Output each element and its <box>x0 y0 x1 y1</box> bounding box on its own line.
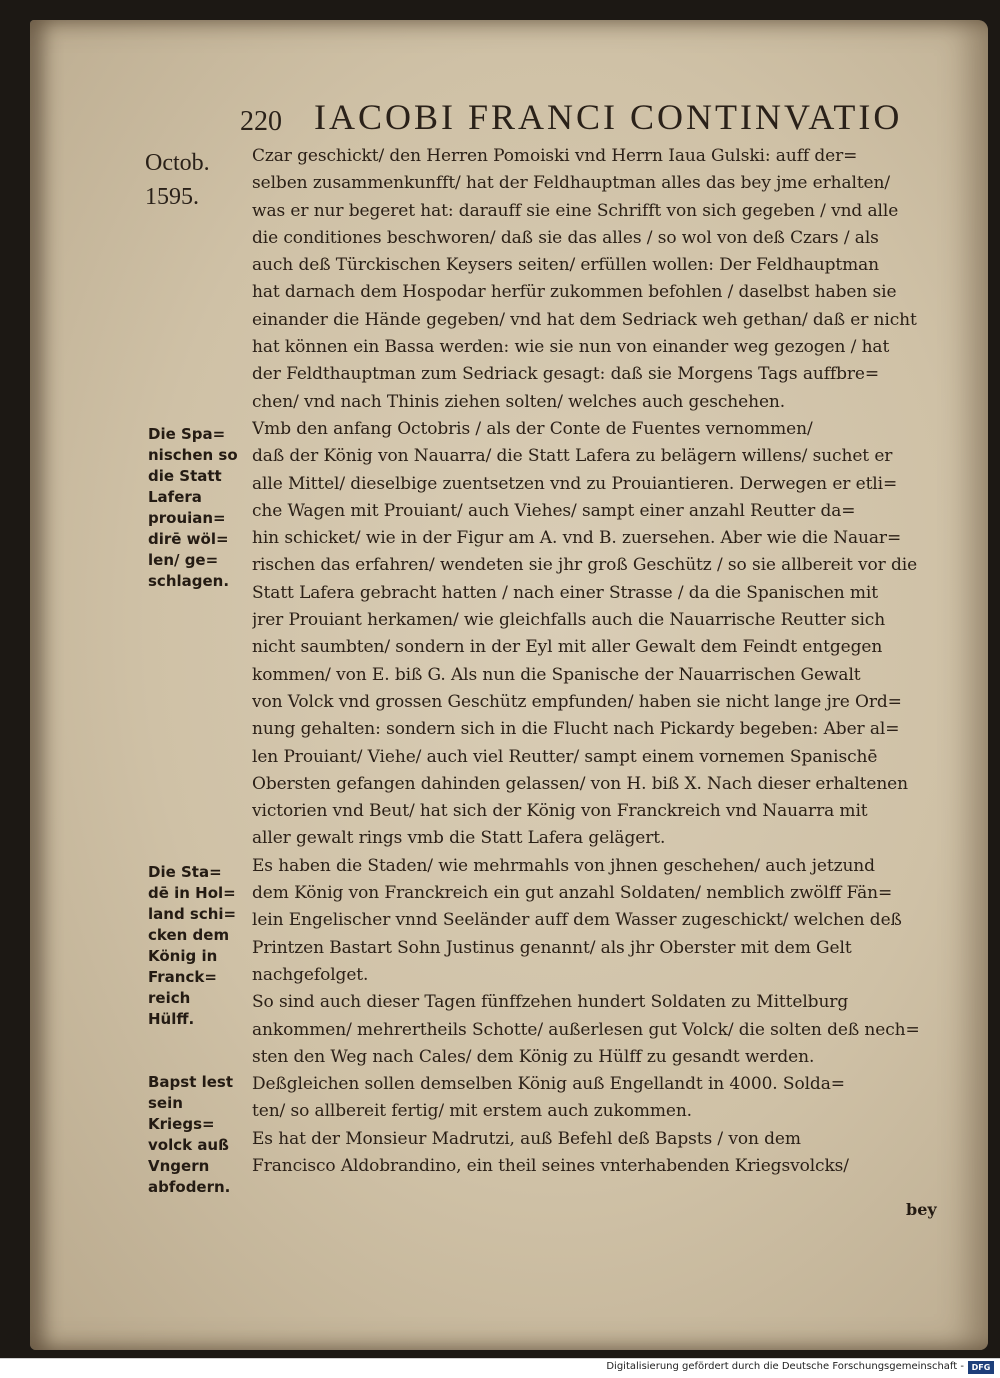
running-head-title: IACOBI FRANCI CONTINVATIO <box>314 97 903 137</box>
text-line: Printzen Bastart Sohn Justinus genannt/ als jhr Oberster mit dem Gelt <box>252 937 852 958</box>
date-year: 1595. <box>145 184 199 210</box>
text-line: der Feldthauptman zum Sedriack gesagt: daß sie Morgens Tags auffbre= <box>252 364 880 385</box>
text-line: Statt Lafera gebracht hatten / nach einer Strasse / da die Spanischen mit <box>252 582 878 603</box>
text-line: chen/ vnd nach Thinis ziehen solten/ welches auch geschehen. <box>252 391 786 412</box>
text-line: was er nur begeret hat: darauff sie eine Schrifft von sich gegeben / vnd alle <box>252 200 899 221</box>
running-head <box>240 96 903 140</box>
text-line: che Wagen mit Prouiant/ auch Viehes/ sampt einer anzahl Reutter da= <box>252 500 856 521</box>
text-line: jrer Prouiant herkamen/ wie gleichfalls auch die Nauarrische Reutter sich <box>252 610 886 631</box>
text-line: Obersten gefangen dahinden gelassen/ von H. biß X. Nach dieser erhaltenen <box>252 773 908 794</box>
date-month: Octob. <box>145 150 210 176</box>
text-line: nicht saumbten/ sondern in der Eyl mit aller Gewalt dem Feindt entgegen <box>252 637 883 658</box>
date-marginalia <box>145 146 210 214</box>
page-number: 220 <box>240 106 282 137</box>
text-line: Francisco Aldobrandino, ein theil seines vnterhabenden Kriegsvolcks/ <box>252 1155 849 1176</box>
text-line: selben zusammenkunfft/ hat der Feldhauptman alles das bey jme erhalten/ <box>252 173 890 194</box>
text-line: dem König von Franckreich ein gut anzahl Soldaten/ nemblich zwölff Fän= <box>252 883 893 904</box>
text-line: sten den Weg nach Cales/ dem König zu Hülff zu gesandt werden. <box>252 1046 815 1067</box>
margin-note-pope-troops: Bapst lest sein Kriegs= volck auß Vngern abfodern. <box>148 1073 234 1196</box>
text-line: lein Engelischer vnnd Seeländer auff dem Wasser zugeschickt/ welchen deß <box>252 910 902 931</box>
text-line: len Prouiant/ Viehe/ auch viel Reutter/ sampt einem vornemen Spanischē <box>252 746 878 767</box>
text-line: Czar geschickt/ den Herren Pomoiski vnd Herrn Iaua Gulski: auff der= <box>252 146 858 166</box>
text-line: hin schicket/ wie in der Figur am A. vnd B. zuersehen. Aber wie die Nauar= <box>252 528 902 549</box>
text-line: ankommen/ mehrertheils Schotte/ außerlesen gut Volck/ die solten deß nech= <box>252 1019 920 1040</box>
text-line: die conditiones beschworen/ daß sie das alles / so wol von deß Czars / als <box>252 227 879 248</box>
text-line: auch deß Türckischen Keysers seiten/ erfüllen wollen: Der Feldhauptman <box>252 255 880 276</box>
text-line: einander die Hände gegeben/ vnd hat dem Sedriack weh gethan/ daß er nicht <box>252 309 917 330</box>
text-line: hat darnach dem Hospodar herfür zukommen befohlen / daselbst haben sie <box>252 282 897 303</box>
text-line: Deßgleichen sollen demselben König auß Engellandt in 4000. Solda= <box>252 1074 845 1095</box>
text-line: ten/ so allbereit fertig/ mit erstem auch zukommen. <box>252 1101 692 1122</box>
text-line: alle Mittel/ dieselbige zuentsetzen vnd zu Prouiantieren. Derwegen er etli= <box>252 473 898 494</box>
margin-note-spanish-defeat: Die Spa= nischen so die Statt Lafera prouian= dirē wöl= len/ ge= schlagen. <box>148 425 238 590</box>
catch-word: bey <box>906 1200 937 1219</box>
margin-note-states-help: Die Sta= dē in Hol= land schi= cken dem König in Franck= reich Hülff. <box>148 863 237 1028</box>
footer-bar <box>0 1358 1000 1378</box>
text-line: daß der König von Nauarra/ die Statt Lafera zu belägern willens/ suchet er <box>252 446 893 467</box>
text-line: nung gehalten: sondern sich in die Flucht nach Pickardy begeben: Aber al= <box>252 719 900 740</box>
body-text <box>252 143 944 1180</box>
text-line: Vmb den anfang Octobris / als der Conte de Fuentes vernommen/ <box>252 418 813 439</box>
footer-credit: Digitalisierung gefördert durch die Deutsche Forschungsgemeinschaft - <box>606 1361 964 1372</box>
text-line: nachgefolget. <box>252 964 369 985</box>
text-line: victorien vnd Beut/ hat sich der König von Franckreich vnd Nauarra mit <box>252 801 868 822</box>
text-line: rischen das erfahren/ wendeten sie jhr groß Geschütz / so sie allbereit vor die <box>252 555 918 576</box>
text-line: So sind auch dieser Tagen fünffzehen hundert Soldaten zu Mittelburg <box>252 992 849 1013</box>
text-line: Es hat der Monsieur Madrutzi, auß Befehl deß Bapsts / von dem <box>252 1128 801 1149</box>
text-line: kommen/ von E. biß G. Als nun die Spanische der Nauarrischen Gewalt <box>252 664 861 685</box>
dfg-logo-icon: DFG <box>968 1361 994 1374</box>
text-line: hat können ein Bassa werden: wie sie nun von einander weg gezogen / hat <box>252 337 890 358</box>
text-line: von Volck vnd grossen Geschütz empfunden/ haben sie nicht lange jre Ord= <box>252 691 902 712</box>
text-line: Es haben die Staden/ wie mehrmahls von jhnen geschehen/ auch jetzund <box>252 855 875 876</box>
text-line: aller gewalt rings vmb die Statt Lafera gelägert. <box>252 828 666 849</box>
